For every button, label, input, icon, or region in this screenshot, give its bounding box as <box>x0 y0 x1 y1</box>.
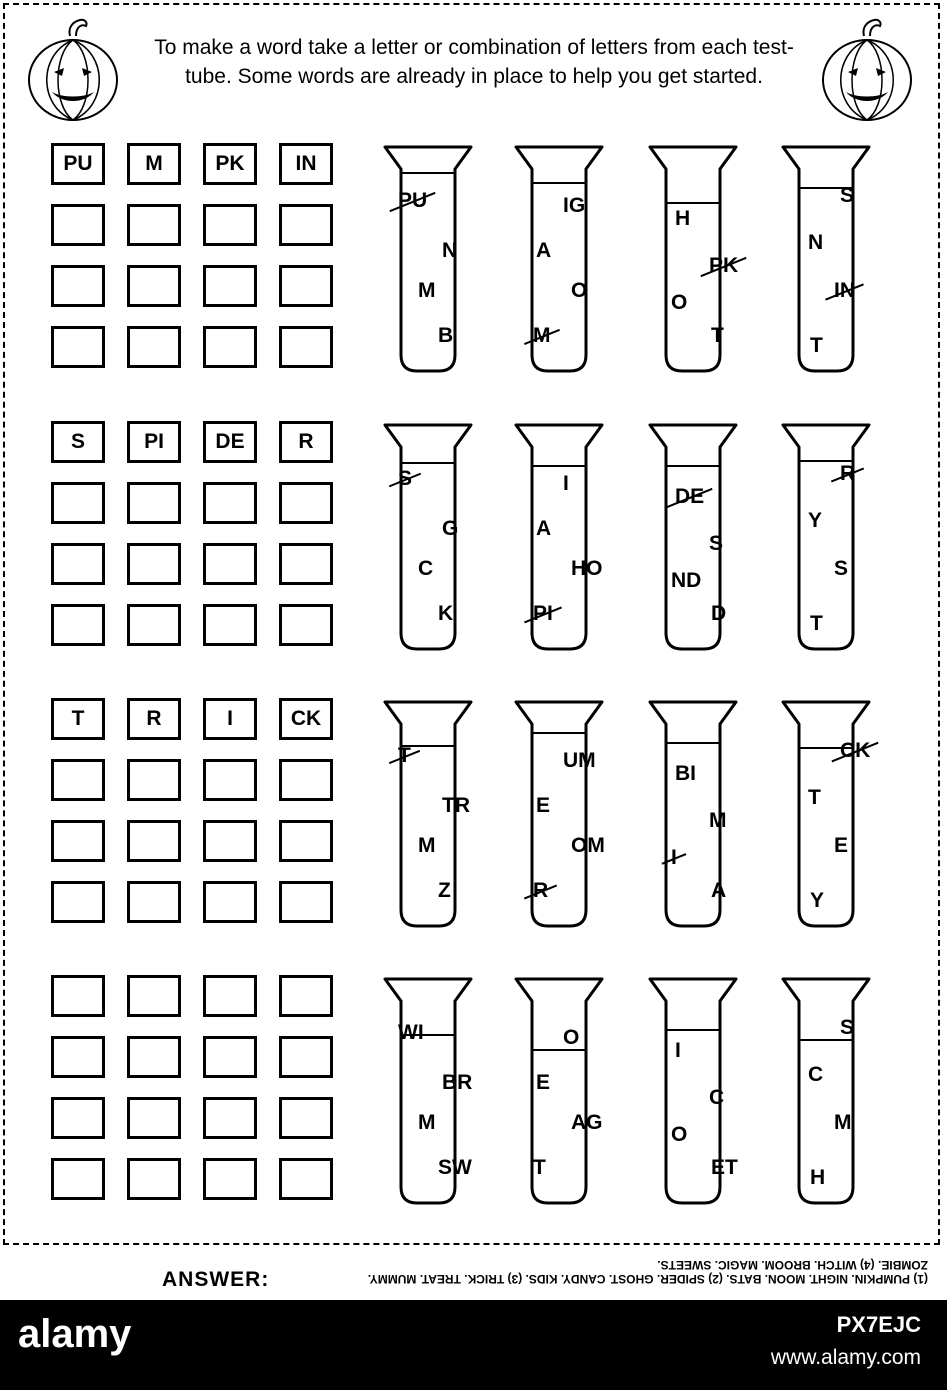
answer-cell[interactable] <box>51 265 105 307</box>
answer-cell[interactable] <box>127 326 181 368</box>
test-tube <box>511 143 607 375</box>
answer-cell[interactable] <box>279 482 333 524</box>
answer-cell[interactable] <box>127 543 181 585</box>
answer-cell[interactable] <box>127 604 181 646</box>
answer-cell[interactable] <box>279 204 333 246</box>
answer-cell[interactable] <box>51 543 105 585</box>
test-tube-outline <box>778 698 874 930</box>
answer-cell[interactable] <box>203 482 257 524</box>
test-tube <box>380 421 476 653</box>
tube-letters: SW <box>438 1156 472 1179</box>
tube-letters-used: PK <box>709 254 739 277</box>
tube-letters: A <box>536 517 552 540</box>
test-tube <box>380 143 476 375</box>
tube-letters: S <box>709 532 724 555</box>
tube-letters: S <box>840 1016 855 1039</box>
tube-letters: E <box>536 1071 551 1094</box>
tube-letters: BI <box>675 762 696 785</box>
tube-letters: O <box>571 279 588 302</box>
tube-letters: H <box>675 207 691 230</box>
answer-cell-given[interactable]: PK <box>203 143 257 185</box>
answer-cell[interactable] <box>127 881 181 923</box>
test-tube-outline <box>511 975 607 1207</box>
footer-bar <box>0 1300 947 1390</box>
answer-cell[interactable] <box>203 204 257 246</box>
answer-cell[interactable] <box>279 820 333 862</box>
answer-cell[interactable] <box>51 482 105 524</box>
test-tube-outline <box>778 143 874 375</box>
tube-letters-used: PI <box>533 602 553 625</box>
answer-text: (1) PUMPKIN. NIGHT. MOON. BATS. (2) SPIDER. GHOST. CANDY. KIDS. (3) TRICK. TREAT. MUMMY. ZOMBIE. (4) WITCH. BROOM. MAGIC. SWEETS. <box>367 1258 928 1286</box>
tube-letters: Y <box>810 889 825 912</box>
answer-cell[interactable] <box>279 543 333 585</box>
answer-cell[interactable] <box>127 482 181 524</box>
answer-cell[interactable] <box>51 326 105 368</box>
tube-letters: M <box>709 809 727 832</box>
answer-cell-given[interactable] <box>127 975 181 1017</box>
answer-cell[interactable] <box>203 1158 257 1200</box>
tube-letters: N <box>442 239 458 262</box>
answer-cell[interactable] <box>51 204 105 246</box>
answer-cell-given[interactable]: R <box>127 698 181 740</box>
tube-letters-used: R <box>533 879 549 902</box>
test-tube-outline <box>511 143 607 375</box>
tube-letters-used: S <box>398 467 413 490</box>
answer-cell[interactable] <box>203 543 257 585</box>
tube-letters: H <box>810 1166 826 1189</box>
tube-letters: O <box>671 1123 688 1146</box>
answer-cell[interactable] <box>279 1036 333 1078</box>
tube-letters: E <box>834 834 849 857</box>
tube-letters-used: IN <box>834 279 855 302</box>
test-tube-outline <box>778 975 874 1207</box>
answer-cell[interactable] <box>127 759 181 801</box>
test-tube <box>645 143 741 375</box>
answer-label: ANSWER: <box>162 1268 270 1291</box>
answer-cell-given[interactable] <box>51 975 105 1017</box>
answer-cell[interactable] <box>51 820 105 862</box>
tube-letters: UM <box>563 749 596 772</box>
answer-cell-given[interactable]: IN <box>279 143 333 185</box>
answer-cell[interactable] <box>127 820 181 862</box>
answer-cell[interactable] <box>279 881 333 923</box>
answer-cell[interactable] <box>279 1097 333 1139</box>
answer-cell-given[interactable] <box>279 975 333 1017</box>
answer-cell[interactable] <box>203 265 257 307</box>
tube-letters: M <box>418 279 436 302</box>
tube-letters: D <box>711 602 727 625</box>
answer-cell[interactable] <box>127 1097 181 1139</box>
test-tube-outline <box>380 421 476 653</box>
answer-cell-given[interactable]: S <box>51 421 105 463</box>
tube-letters-used: PU <box>398 189 428 212</box>
answer-cell[interactable] <box>127 1158 181 1200</box>
test-tube-outline <box>380 143 476 375</box>
tube-letters-used: I <box>671 846 677 869</box>
tube-letters: T <box>810 334 823 357</box>
answer-cell[interactable] <box>127 265 181 307</box>
tube-letters: Z <box>438 879 451 902</box>
tube-letters: T <box>808 786 821 809</box>
answer-cell[interactable] <box>203 1036 257 1078</box>
tube-letters: IG <box>563 194 586 217</box>
answer-cell-given[interactable]: I <box>203 698 257 740</box>
answer-cell-given[interactable]: PI <box>127 421 181 463</box>
tube-letters: A <box>711 879 727 902</box>
tube-letters: G <box>442 517 459 540</box>
test-tube <box>645 698 741 930</box>
tube-letters: T <box>533 1156 546 1179</box>
answer-cell[interactable] <box>51 881 105 923</box>
tube-letters: BR <box>442 1071 473 1094</box>
answer-cell[interactable] <box>203 604 257 646</box>
tube-letters: OM <box>571 834 605 857</box>
test-tube <box>511 421 607 653</box>
answer-cell[interactable] <box>51 1036 105 1078</box>
tube-letters: O <box>671 291 688 314</box>
tube-letters: M <box>834 1111 852 1134</box>
answer-cell[interactable] <box>279 604 333 646</box>
tube-letters-used: T <box>398 744 411 767</box>
pumpkin-icon <box>18 14 128 124</box>
tube-letters: C <box>709 1086 725 1109</box>
test-tube <box>645 975 741 1207</box>
tube-letters: A <box>536 239 552 262</box>
answer-cell[interactable] <box>279 265 333 307</box>
tube-letters: B <box>438 324 454 347</box>
answer-cell[interactable] <box>51 1097 105 1139</box>
answer-cell[interactable] <box>127 204 181 246</box>
answer-cell-given[interactable]: CK <box>279 698 333 740</box>
test-tube <box>380 975 476 1207</box>
test-tube-outline <box>645 421 741 653</box>
tube-letters-used: DE <box>675 485 705 508</box>
tube-letters: N <box>808 231 824 254</box>
answer-cell[interactable] <box>51 1158 105 1200</box>
tube-letters: T <box>711 324 724 347</box>
test-tube <box>645 421 741 653</box>
test-tube-outline <box>511 421 607 653</box>
answer-cell-given[interactable]: M <box>127 143 181 185</box>
tube-letters: ET <box>711 1156 738 1179</box>
test-tube-outline <box>778 421 874 653</box>
brand-logo: alamy <box>18 1312 132 1356</box>
answer-cell[interactable] <box>127 1036 181 1078</box>
test-tube <box>380 698 476 930</box>
test-tube <box>511 698 607 930</box>
answer-cell-given[interactable]: T <box>51 698 105 740</box>
tube-letters: K <box>438 602 454 625</box>
tube-letters: I <box>563 472 569 495</box>
test-tube <box>778 143 874 375</box>
answer-cell-given[interactable]: DE <box>203 421 257 463</box>
tube-letters: I <box>675 1039 681 1062</box>
tube-letters: S <box>834 557 849 580</box>
answer-cell-given[interactable] <box>203 975 257 1017</box>
tube-letters: M <box>418 834 436 857</box>
tube-letters: AG <box>571 1111 603 1134</box>
instructions-text: To make a word take a letter or combination of letters from each test-tube. Some words are already in place to help you get started. <box>154 36 794 88</box>
answer-cell[interactable] <box>279 759 333 801</box>
answer-cell[interactable] <box>203 881 257 923</box>
pumpkin-icon <box>812 14 922 124</box>
tube-letters: T <box>810 612 823 635</box>
answer-cell[interactable] <box>51 604 105 646</box>
tube-letters: S <box>840 184 855 207</box>
test-tube <box>778 698 874 930</box>
tube-letters: O <box>563 1026 580 1049</box>
tube-letters: WI <box>398 1021 424 1044</box>
site-url: www.alamy.com <box>770 1346 921 1369</box>
test-tube <box>511 975 607 1207</box>
tube-letters-used: R <box>840 462 856 485</box>
tube-letters: TR <box>442 794 470 817</box>
tube-letters-used: CK <box>840 739 871 762</box>
tube-letters-used: M <box>533 324 551 347</box>
answer-cell[interactable] <box>279 326 333 368</box>
answer-cell[interactable] <box>203 820 257 862</box>
tube-letters: C <box>418 557 434 580</box>
answer-cell[interactable] <box>279 1158 333 1200</box>
tube-letters: Y <box>808 509 823 532</box>
test-tube <box>778 975 874 1207</box>
answer-cell[interactable] <box>203 1097 257 1139</box>
answer-cell[interactable] <box>51 759 105 801</box>
test-tube-outline <box>645 698 741 930</box>
tube-letters: M <box>418 1111 436 1134</box>
answer-cell[interactable] <box>203 759 257 801</box>
test-tube-outline <box>511 698 607 930</box>
answer-cell-given[interactable]: R <box>279 421 333 463</box>
test-tube <box>778 421 874 653</box>
tube-letters: C <box>808 1063 824 1086</box>
answer-cell[interactable] <box>203 326 257 368</box>
answer-cell-given[interactable]: PU <box>51 143 105 185</box>
tube-letters: E <box>536 794 551 817</box>
image-id: PX7EJC <box>836 1312 921 1337</box>
tube-letters: ND <box>671 569 702 592</box>
tube-letters: HO <box>571 557 603 580</box>
